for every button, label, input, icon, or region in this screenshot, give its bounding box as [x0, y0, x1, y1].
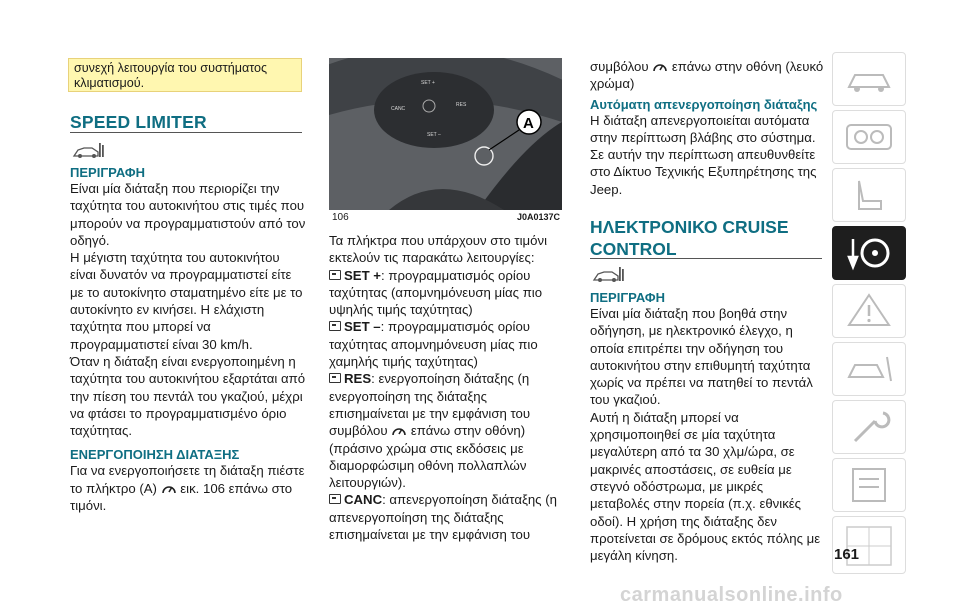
- alphabet-index-icon: [833, 517, 905, 573]
- tab-driving[interactable]: [832, 226, 906, 280]
- key-label: SET –: [344, 319, 381, 335]
- tab-emergency[interactable]: [832, 342, 906, 396]
- speed-limiter-icon: [391, 424, 407, 438]
- tab-warning[interactable]: [832, 284, 906, 338]
- breakdown-icon: [833, 343, 905, 395]
- figure-label-res: RES: [456, 102, 467, 108]
- note-text: συνεχή λειτουργία του συστήματος κλιματισμού.: [74, 61, 268, 90]
- tab-car-info[interactable]: [832, 52, 906, 106]
- key-label: RES: [344, 371, 372, 387]
- tab-seat[interactable]: [832, 168, 906, 222]
- paragraph-text: συμβόλου: [590, 59, 649, 74]
- list-item-text: : προγραμματισμός ορίου ταχύτητας (απομνημόνευση μίας πιο υψηλής τιμής ταχύτητας): [329, 267, 543, 318]
- technical-data-icon: [833, 459, 905, 511]
- paragraph: Είναι μία διάταξη που περιορίζει την ταχύτητα του αυτοκινήτου στις τιμές που μπορούν να προγραμματιστούν από τον οδηγό.: [70, 181, 306, 248]
- speed-limiter-icon: [161, 482, 177, 496]
- section-title-cruise-control: ΗΛΕΚΤΡΟΝΙΚΟ CRUISE CONTROL: [590, 217, 789, 259]
- description-heading: ΠΕΡΙΓΡΑΦΗ: [590, 290, 665, 305]
- column-2: [329, 232, 569, 543]
- speed-limiter-icon: [652, 60, 668, 74]
- list-item: [329, 267, 569, 319]
- figure-label-canc: CANC: [391, 106, 406, 112]
- section-title-speed-limiter: SPEED LIMITER: [70, 112, 207, 132]
- list-item-text: : ενεργοποίηση διάταξης (η ενεργοποίηση της διάταξης επισημαίνεται με την εμφάνιση του συμβόλου: [329, 371, 531, 439]
- auto-deactivation-heading: Αυτόματη απενεργοποίηση διάταξης: [590, 96, 818, 112]
- steering-wheel-figure: [329, 58, 562, 210]
- title-rule: [70, 132, 302, 133]
- wrench-icon: [833, 401, 905, 453]
- key-label: CANC: [344, 492, 383, 508]
- paragraph: Είναι μία διάταξη που βοηθά στην οδήγηση, με ηλεκτρονικό έλεγχο, η οποία επιτρέπει την οδήγηση του αυτοκινήτου στην επιθυμητή ταχύτητα χωρίς να πρέπει να πατηθεί το πεντάλ του γκαζιού.: [590, 306, 813, 408]
- feature-car-icon: [72, 140, 106, 162]
- figure-code: J0A0137C: [516, 212, 560, 222]
- figure-callout-a: A: [523, 115, 534, 132]
- column-3: [590, 58, 826, 198]
- column-3-lower: [590, 290, 826, 564]
- paragraph-text: επάνω στην οθόνη (λευκό χρώμα): [590, 59, 824, 92]
- figure-label-set-plus: SET +: [421, 80, 435, 86]
- steering-wheel-icon: [833, 227, 905, 279]
- list-item: [329, 491, 569, 543]
- paragraph: [70, 462, 306, 514]
- column-1: [70, 165, 306, 514]
- note-box: [68, 58, 302, 92]
- activation-heading: ΕΝΕΡΓΟΠΟΙΗΣΗ ΔΙΑΤΑΞΗΣ: [70, 447, 240, 463]
- list-item-text: επάνω στην οθόνη) (πράσινο χρώμα στις εκδόσεις με διαμορφώσιμη οθόνη πολλαπλών λειτουργιών).: [329, 423, 527, 491]
- tab-dashboard[interactable]: [832, 110, 906, 164]
- tab-technical-data[interactable]: [832, 458, 906, 512]
- paragraph-text: εικ. 106 επάνω στο τιμόνι.: [70, 480, 293, 514]
- button-marker-icon: [329, 270, 341, 280]
- feature-car-icon: [592, 264, 626, 286]
- paragraph: Τα πλήκτρα που υπάρχουν στο τιμόνι εκτελούν τις παρακάτω λειτουργίες:: [329, 233, 548, 266]
- title-rule: [590, 258, 822, 259]
- paragraph: Αυτή η διάταξη μπορεί να χρησιμοποιηθεί σε μία ταχύτητα μεγαλύτερη από τα 30 χλμ/ώρα, σε μακρινές αποστάσεις, σε ευθεία με στεγνό οδόστρωμα, με μικρές μεταβολές στην πορεία (π.χ. εθνικές οδοί). Η χρήση της διάταξης δεν προτείνεται σε δρόμους εκτός πόλης με μεγάλη κίνηση.: [590, 409, 821, 564]
- key-label: SET +: [344, 267, 382, 283]
- list-item: [329, 370, 569, 491]
- tab-alphabetical-index[interactable]: [832, 516, 906, 574]
- watermark-footer: carmanualsonline.info: [620, 584, 843, 606]
- figure-label-set-minus: SET –: [427, 132, 441, 138]
- paragraph: Η διάταξη απενεργοποιείται αυτόματα στην περίπτωση βλάβης στο σύστημα. Σε αυτήν την περίπτωση απευθυνθείτε στο Δίκτυο Τεχνικής Εξυπηρέτησης της Jeep.: [590, 112, 817, 197]
- paragraph: Η μέγιστη ταχύτητα του αυτοκινήτου είναι δυνατόν να προγραμματιστεί είτε με το αυτοκίνητο σταματημένο είτε με το αυτοκίνητο εν κινήσει. Η ελάχιστη ταχύτητα που μπορεί να προγραμματιστεί είναι 30 km/h.: [70, 250, 303, 352]
- paragraph: Όταν η διάταξη είναι ενεργοποιημένη η ταχύτητα του αυτοκινήτου εξαρτάται από την πίεση του πεντάλ του γκαζιού, μέχρι να φτάσει το προγραμματισμένο όριο ταχύτητας.: [70, 353, 306, 439]
- button-marker-icon: [329, 494, 341, 504]
- button-marker-icon: [329, 321, 341, 331]
- figure-caption: [332, 212, 560, 223]
- figure-number: 106: [332, 212, 349, 223]
- car-icon: [833, 53, 905, 105]
- warning-triangle-icon: [833, 285, 905, 337]
- tab-maintenance[interactable]: [832, 400, 906, 454]
- description-heading: ΠΕΡΙΓΡΑΦΗ: [70, 165, 145, 180]
- seat-icon: [833, 169, 905, 221]
- page-number: 161: [834, 546, 860, 563]
- list-item-text: : απενεργοποίηση διάταξης (η απενεργοποίηση της διάταξης επισημαίνεται με την εμφάνιση του: [329, 492, 557, 543]
- paragraph-text: Για να ενεργοποιήσετε τη διάταξη πιέστε το πλήκτρο (A): [70, 463, 305, 496]
- button-marker-icon: [329, 373, 341, 383]
- list-item-text: : προγραμματισμός ορίου ταχύτητας απομνημόνευση μίας πιο χαμηλής τιμής ταχύτητας): [329, 319, 538, 370]
- paragraph: [590, 58, 826, 93]
- dashboard-icon: [833, 111, 905, 163]
- list-item: [329, 318, 569, 370]
